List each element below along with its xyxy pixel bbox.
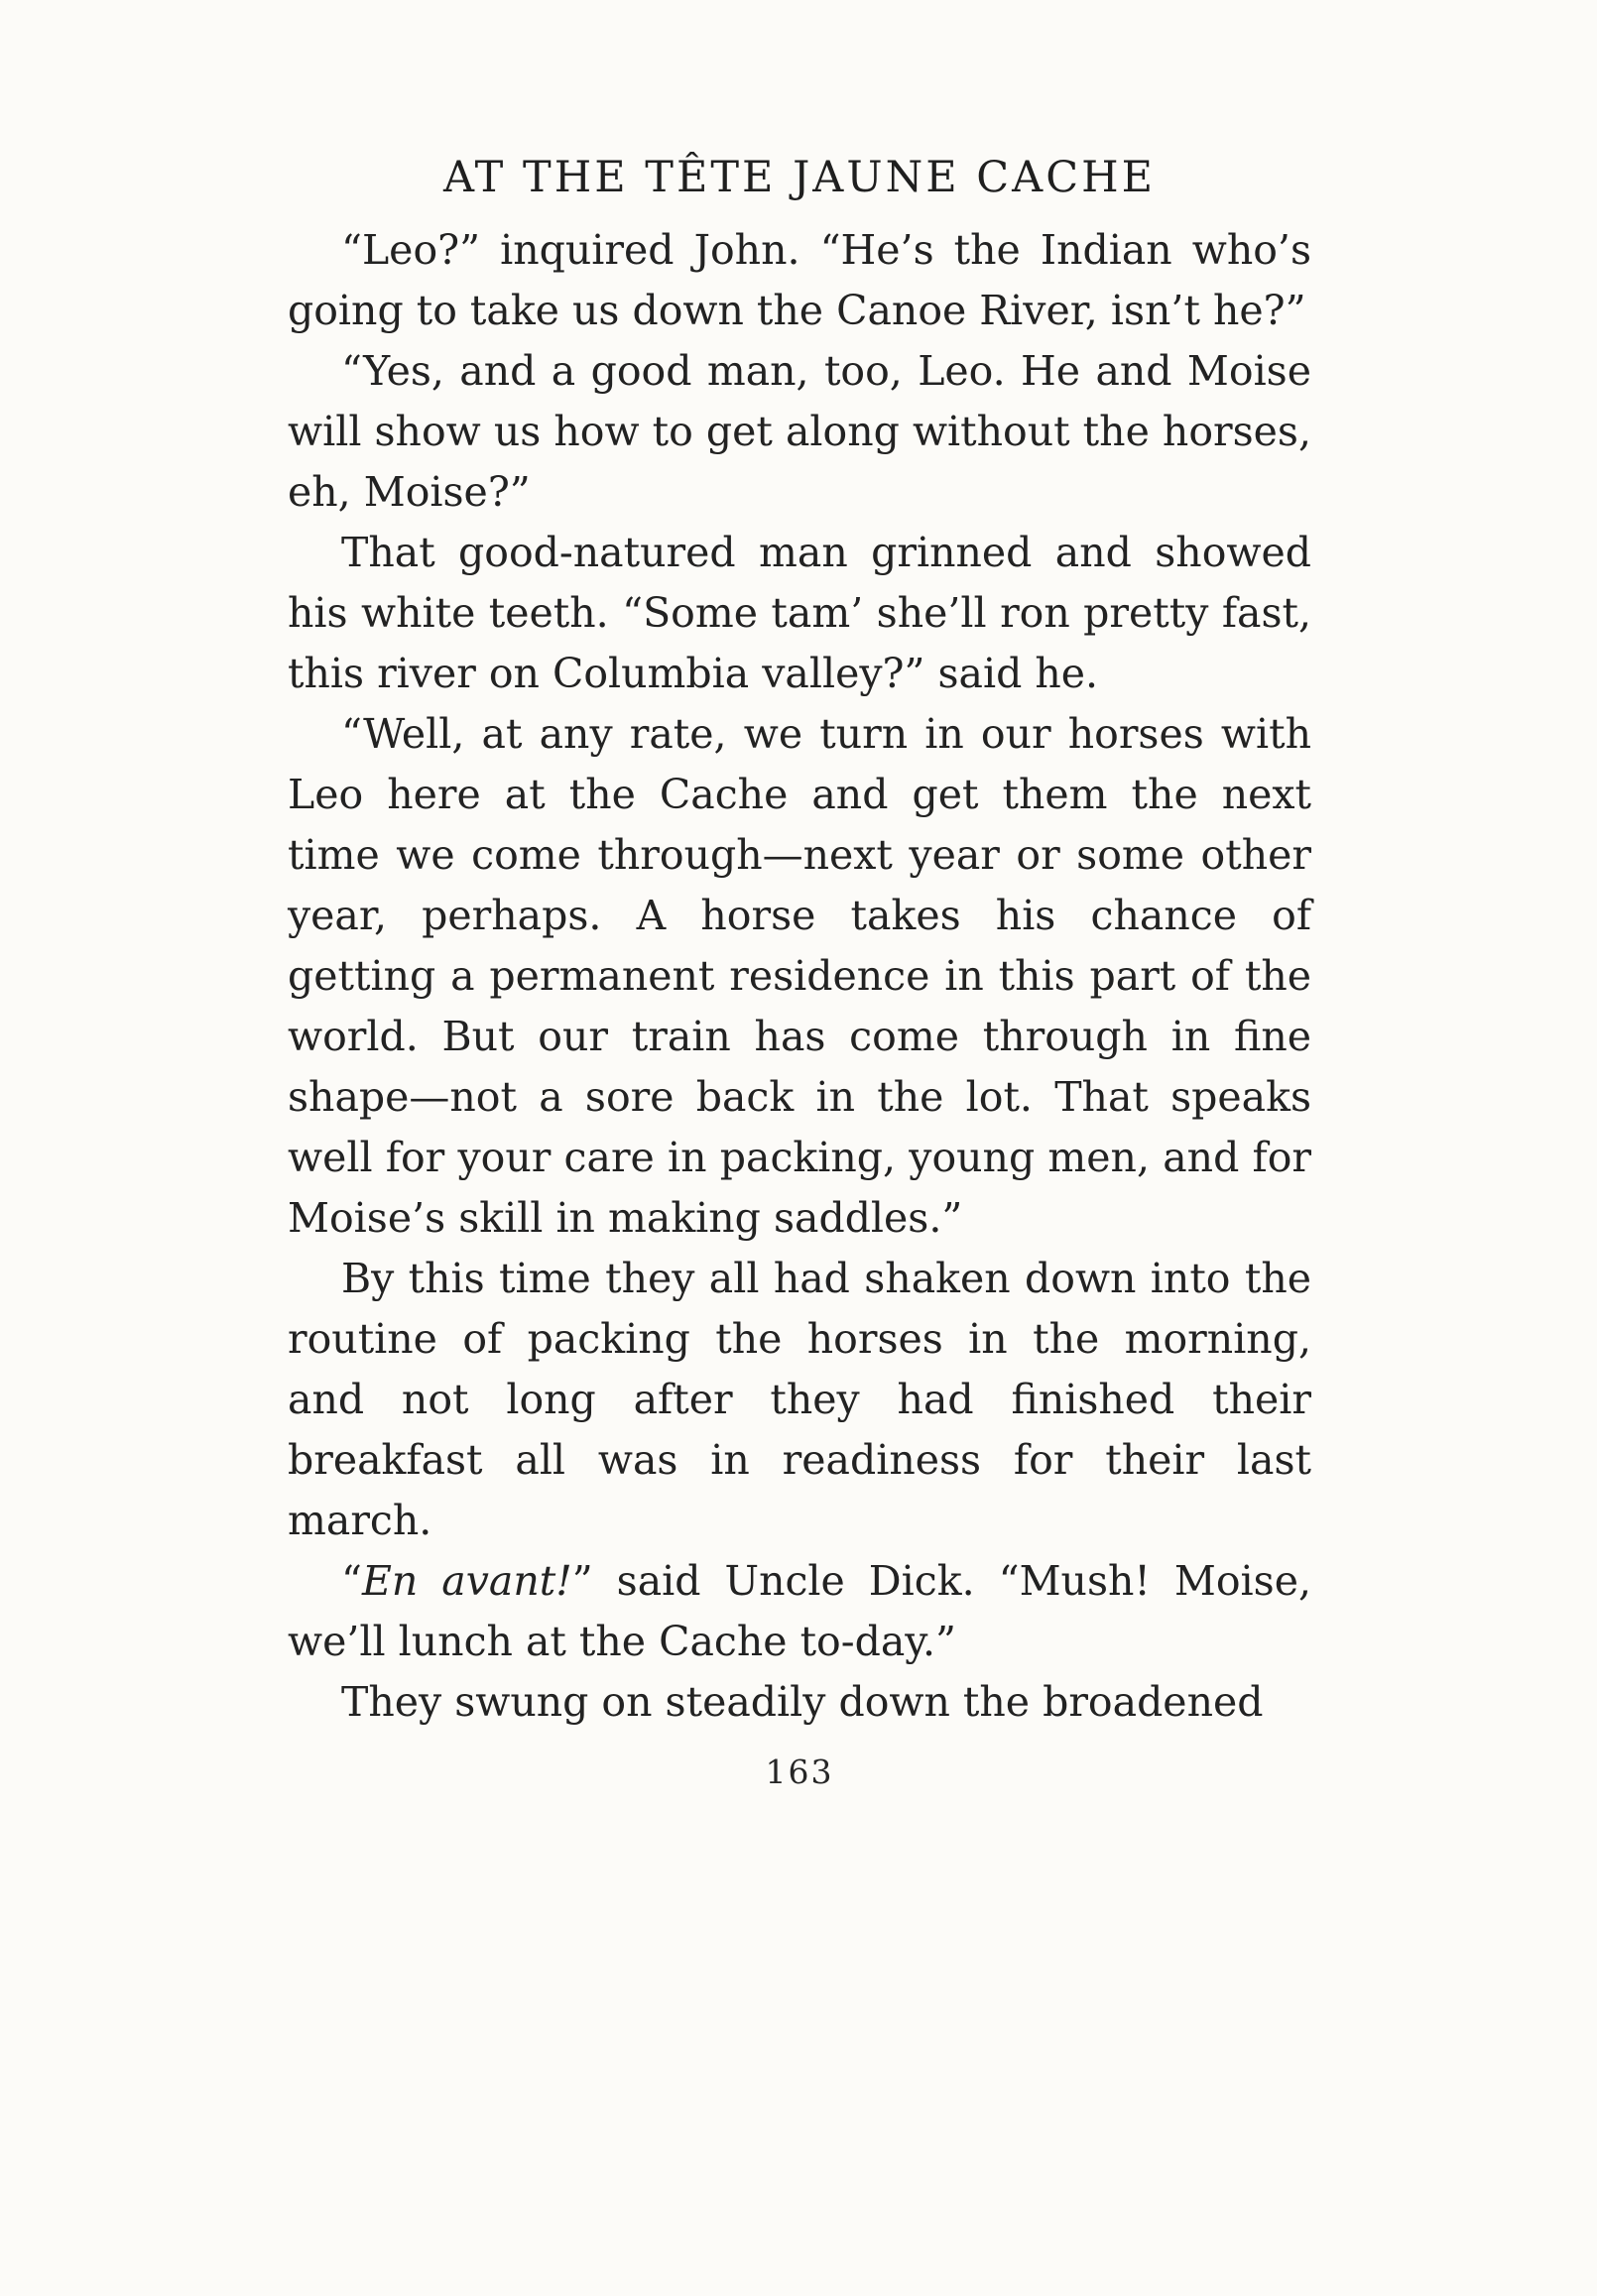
italic-phrase: En avant! [361,1557,572,1605]
page-body [288,220,1311,1733]
paragraph-5: By this time they all had shaken down into the routine of packing the horses in the morning, and not long after they had finished their breakfast all was in readiness for their last march. [288,1255,1311,1544]
page-number: 163 [765,1752,834,1791]
paragraph-7: They swung on steadily down the broadened [341,1678,1264,1726]
paragraph-6 [288,1551,1311,1672]
paragraph-4: “Well, at any rate, we turn in our horses with Leo here at the Cache and get them the next time we come through—next year or some other year, perhaps. A horse takes his chance of getting a permanent residence in this part of the world. But our train has come through in fine shape—not a sore back in the lot. That speaks well for your care in packing, young men, and for Moise’s skill in making saddles.” [288,710,1311,1242]
paragraph-1: “Leo?” inquired John. “He’s the Indian who’s going to take us down the Canoe River, isn’t he?” [288,226,1311,334]
page-title: AT THE TÊTE JAUNE CACHE [442,153,1157,202]
paragraph-3: That good-natured man grinned and showed his white teeth. “Some tam’ she’ll ron pretty fast, this river on Columbia valley?” said he. [288,529,1311,697]
opening-quote-mark: “ [341,1557,362,1605]
paragraph-2: “Yes, and a good man, too, Leo. He and Moise will show us how to get along without the horses, eh, Moise?” [288,347,1311,516]
paragraph-6-rest: ” said Uncle Dick. “Mush! Moise, we’ll lunch at the Cache to-day.” [288,1557,1311,1665]
